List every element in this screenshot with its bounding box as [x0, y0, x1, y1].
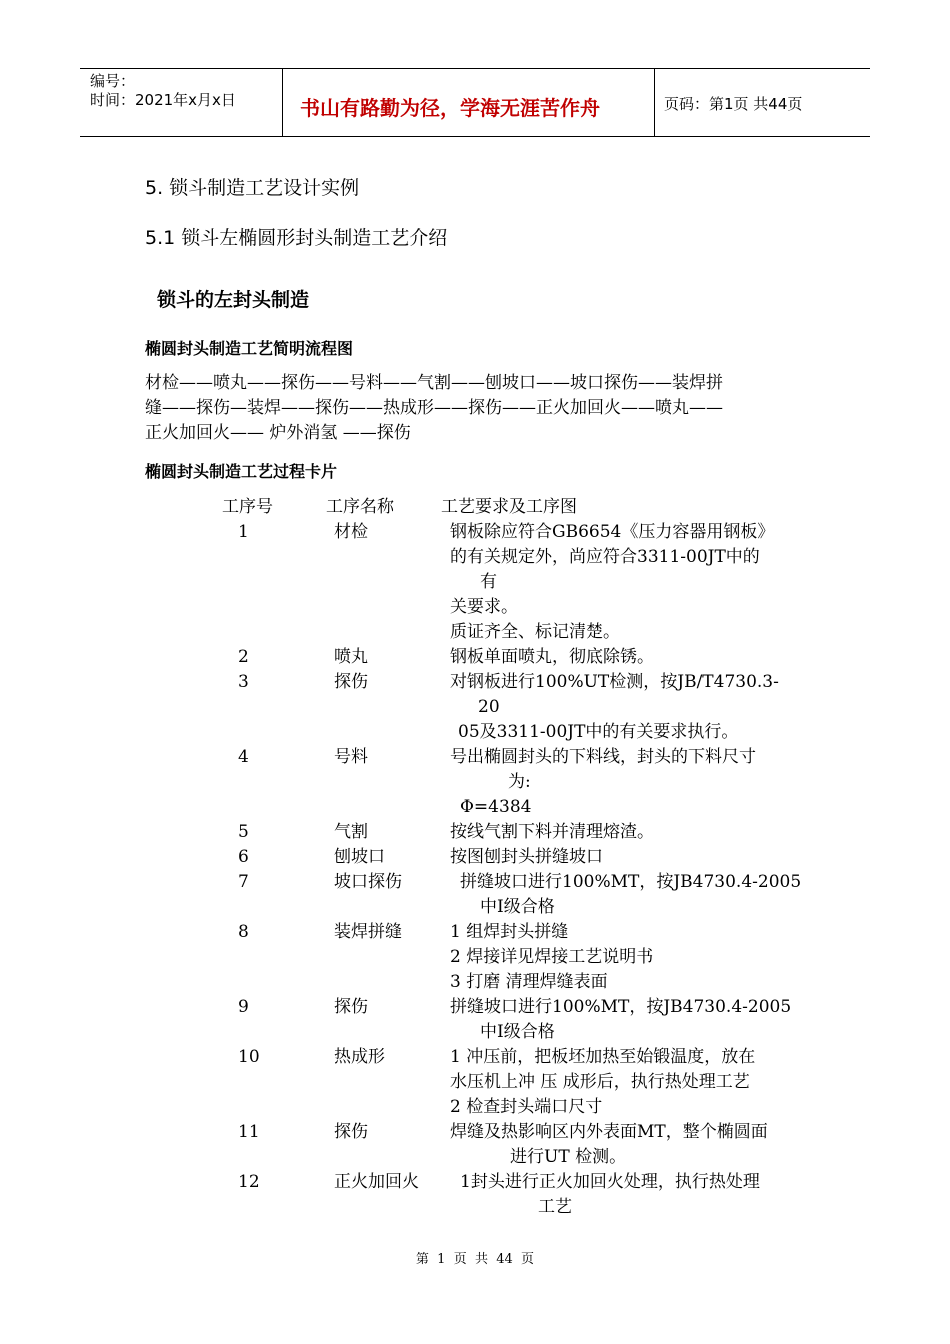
step-name: 探伤 — [334, 997, 368, 1017]
step-name: 装焊拼缝 — [334, 922, 402, 942]
step-requirement-line: 为: — [508, 772, 531, 792]
flow-line: 缝——探伤—装焊——探伤——热成形——探伤——正火加回火——喷丸—— — [145, 398, 723, 418]
table-header-step-number: 工序号 — [222, 497, 273, 517]
heading-process-card: 椭圆封头制造工艺过程卡片 — [145, 462, 338, 481]
step-requirement-line: 关要求。 — [450, 597, 518, 617]
step-name: 气割 — [334, 822, 368, 842]
step-number: 8 — [238, 922, 249, 942]
step-requirement-line: 按线气割下料并清理熔渣。 — [450, 822, 654, 842]
step-requirement-line: Φ=4384 — [460, 797, 532, 817]
step-requirement-line: 质证齐全、标记清楚。 — [450, 622, 620, 642]
step-name: 刨坡口 — [334, 847, 385, 867]
step-name: 坡口探伤 — [334, 872, 402, 892]
step-requirement-line: 1封头进行正火加回火处理，执行热处理 — [460, 1172, 760, 1192]
step-number: 1 — [238, 522, 249, 542]
step-number: 2 — [238, 647, 249, 667]
header-bottom-rule — [80, 136, 870, 137]
step-number: 7 — [238, 872, 249, 892]
step-requirement-line: 3 打磨 清理焊缝表面 — [450, 972, 608, 992]
step-requirement-line: 按图刨封头拼缝坡口 — [450, 847, 603, 867]
step-number: 11 — [238, 1122, 260, 1142]
step-number: 9 — [238, 997, 249, 1017]
step-requirement-line: 钢板除应符合GB6654《压力容器用钢板》 — [450, 522, 775, 542]
step-number: 12 — [238, 1172, 260, 1192]
table-header-requirements: 工艺要求及工序图 — [441, 497, 577, 517]
header-divider-right — [654, 69, 655, 136]
header-page-info: 页码：第1页 共44页 — [664, 95, 803, 113]
step-requirement-line: 进行UT 检测。 — [510, 1147, 627, 1167]
step-requirement-line: 2 焊接详见焊接工艺说明书 — [450, 947, 654, 967]
step-requirement-line: 20 — [478, 697, 500, 717]
flow-line: 材检——喷丸——探伤——号料——气割——刨坡口——坡口探伤——装焊拼 — [145, 373, 723, 393]
step-name: 热成形 — [334, 1047, 385, 1067]
step-requirement-line: 号出椭圆封头的下料线，封头的下料尺寸 — [450, 747, 756, 767]
step-requirement-line: 中Ⅰ级合格 — [480, 1022, 555, 1042]
subsection-title: 5.1 锁斗左椭圆形封头制造工艺介绍 — [145, 227, 448, 249]
step-number: 5 — [238, 822, 249, 842]
header-divider-left — [282, 69, 283, 136]
step-requirement-line: 拼缝坡口进行100%MT，按JB4730.4-2005 — [460, 872, 802, 892]
step-name: 探伤 — [334, 672, 368, 692]
step-number: 3 — [238, 672, 249, 692]
section-title: 5. 锁斗制造工艺设计实例 — [145, 177, 360, 199]
header-top-rule — [80, 68, 870, 69]
step-requirement-line: 1 组焊封头拼缝 — [450, 922, 569, 942]
step-requirement-line: 1 冲压前，把板坯加热至始锻温度，放在 — [450, 1047, 756, 1067]
step-name: 号料 — [334, 747, 368, 767]
document-time-label: 时间：2021年x月x日 — [90, 91, 236, 109]
step-name: 喷丸 — [334, 647, 368, 667]
step-requirement-line: 中Ⅰ级合格 — [480, 897, 555, 917]
step-requirement-line: 工艺 — [538, 1197, 572, 1217]
step-requirement-line: 水压机上冲 压 成形后，执行热处理工艺 — [450, 1072, 750, 1092]
header-motto: 书山有路勤为径，学海无涯苦作舟 — [300, 96, 600, 120]
step-number: 10 — [238, 1047, 260, 1067]
step-requirement-line: 拼缝坡口进行100%MT，按JB4730.4-2005 — [450, 997, 792, 1017]
document-number-label: 编号： — [90, 72, 136, 90]
step-name: 正火加回火 — [334, 1172, 419, 1192]
step-requirement-line: 钢板单面喷丸，彻底除锈。 — [450, 647, 654, 667]
step-name: 材检 — [334, 522, 368, 542]
step-requirement-line: 05及3311-00JT中的有关要求执行。 — [458, 722, 739, 742]
flow-line: 正火加回火—— 炉外消氢 ——探伤 — [145, 423, 411, 443]
table-header-step-name: 工序名称 — [326, 497, 394, 517]
step-number: 4 — [238, 747, 249, 767]
step-requirement-line: 对钢板进行100%UT检测，按JB/T4730.3- — [450, 672, 779, 692]
step-requirement-line: 有 — [480, 572, 497, 592]
page-footer: 第 1 页 共 44 页 — [415, 1252, 535, 1267]
step-requirement-line: 焊缝及热影响区内外表面MT，整个椭圆面 — [450, 1122, 768, 1142]
step-name: 探伤 — [334, 1122, 368, 1142]
heading-left-head-manufacture: 锁斗的左封头制造 — [157, 289, 310, 311]
step-requirement-line: 2 检查封头端口尺寸 — [450, 1097, 603, 1117]
heading-process-flowchart: 椭圆封头制造工艺简明流程图 — [145, 339, 354, 358]
step-number: 6 — [238, 847, 249, 867]
process-flow-text — [145, 371, 815, 446]
step-requirement-line: 的有关规定外，尚应符合3311-00JT中的 — [450, 547, 760, 567]
